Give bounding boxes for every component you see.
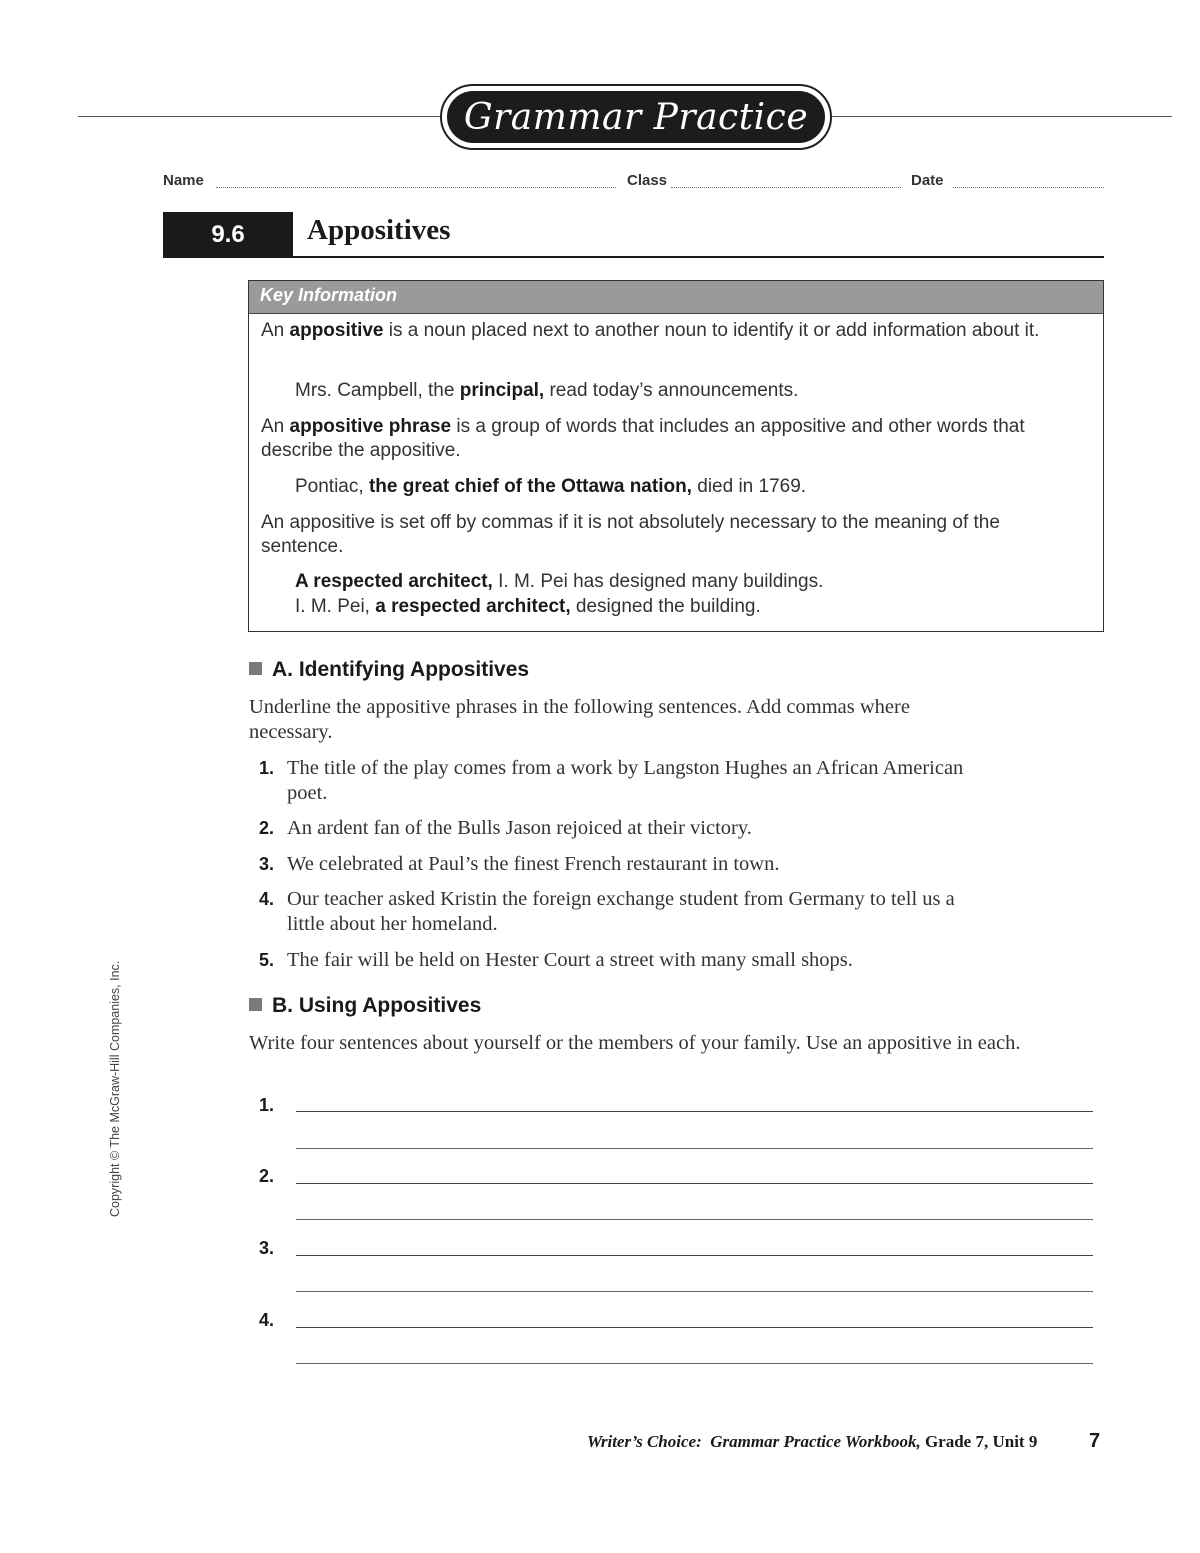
term-appositive-phrase: appositive phrase: [289, 416, 452, 437]
footer-series: Writer’s Choice:: [587, 1432, 702, 1451]
section-bullet-icon: [249, 998, 262, 1011]
answer-line[interactable]: [296, 1111, 1093, 1112]
item-number: 2.: [259, 818, 275, 838]
date-label: Date: [911, 172, 944, 189]
item-number: 1.: [259, 758, 275, 778]
example-appositive: A respected architect,: [295, 571, 493, 592]
text-run: An: [261, 416, 290, 437]
section-a-heading: [249, 658, 529, 682]
banner-title: Grammar Practice: [447, 91, 825, 143]
example-4: [295, 595, 1085, 619]
banner-rule-right: [830, 116, 1172, 117]
answer-line[interactable]: [296, 1219, 1093, 1220]
answer-line[interactable]: [296, 1291, 1093, 1292]
example-appositive: a respected architect,: [375, 596, 571, 617]
answer-number: 1.: [259, 1095, 275, 1115]
answer-line[interactable]: [296, 1183, 1093, 1184]
lesson-title: Appositives: [307, 214, 451, 246]
footer-book: Grammar Practice Workbook,: [710, 1432, 921, 1451]
key-information-heading: Key Information: [260, 285, 398, 305]
item-number: 5.: [259, 950, 275, 970]
example-1: [295, 379, 1085, 403]
exercise-sentence[interactable]: The fair will be held on Hester Court a street with many small shops.: [287, 949, 853, 971]
date-field[interactable]: [953, 187, 1104, 188]
answer-number: 3.: [259, 1238, 275, 1258]
page-number: 7: [1089, 1430, 1101, 1452]
term-appositive: appositive: [289, 320, 384, 341]
text-run: is a group of words that includes an appositive and other words that describe the appositive.: [261, 416, 1025, 461]
answer-line[interactable]: [296, 1327, 1093, 1328]
lesson-number: 9.6: [163, 212, 293, 257]
section-a-title: A. Identifying Appositives: [272, 658, 530, 681]
appositive-definition: [261, 319, 1091, 343]
exercise-sentence[interactable]: The title of the play comes from a work by Langston Hughes an African American poet.: [287, 757, 964, 804]
footer-citation: [587, 1432, 1037, 1452]
appositive-phrase-definition: [261, 415, 1091, 463]
key-information-header: [249, 281, 1103, 314]
answer-line[interactable]: [296, 1255, 1093, 1256]
answer-number: 2.: [259, 1166, 275, 1186]
key-information-box: [248, 280, 1104, 632]
text-run: An: [261, 320, 290, 341]
example-appositive: principal,: [459, 380, 545, 401]
comma-rule: An appositive is set off by commas if it is not absolutely necessary to the meaning of the sentence.: [261, 512, 1000, 557]
item-number: 3.: [259, 854, 275, 874]
name-field[interactable]: [216, 187, 616, 188]
text-run: read today’s announcements.: [544, 380, 799, 401]
text-run: is a noun placed next to another noun to identify it or add information about it.: [383, 320, 1040, 341]
answer-number: 4.: [259, 1310, 275, 1330]
item-number: 4.: [259, 889, 275, 909]
text-run: I. M. Pei,: [295, 596, 376, 617]
section-b-title: B. Using Appositives: [272, 994, 482, 1017]
text-run: designed the building.: [570, 596, 761, 617]
section-b-instructions: Write four sentences about yourself or the members of your family. Use an appositive in each.: [249, 1032, 1021, 1054]
example-2: [295, 475, 1085, 499]
text-run: Pontiac,: [295, 476, 369, 497]
section-bullet-icon: [249, 662, 262, 675]
class-field[interactable]: [671, 187, 901, 188]
exercise-sentence[interactable]: Our teacher asked Kristin the foreign exchange student from Germany to tell us a little about her homeland.: [287, 888, 955, 935]
lesson-rule: [163, 256, 1104, 258]
section-a-instructions: Underline the appositive phrases in the following sentences. Add commas where necessary.: [249, 696, 910, 743]
answer-line[interactable]: [296, 1363, 1093, 1364]
exercise-sentence[interactable]: An ardent fan of the Bulls Jason rejoiced at their victory.: [287, 817, 752, 839]
copyright-notice: Copyright © The McGraw-Hill Companies, Inc.: [108, 960, 122, 1217]
example-appositive: the great chief of the Ottawa nation,: [368, 476, 692, 497]
text-run: I. M. Pei has designed many buildings.: [492, 571, 824, 592]
answer-line[interactable]: [296, 1148, 1093, 1149]
name-label: Name: [163, 172, 204, 189]
page-banner: [440, 84, 832, 150]
class-label: Class: [627, 172, 668, 189]
text-run: died in 1769.: [691, 476, 807, 497]
section-b-heading: [249, 994, 481, 1018]
example-3: [295, 570, 1085, 594]
footer-detail: Grade 7, Unit 9: [920, 1432, 1038, 1451]
banner-rule-left: [78, 116, 442, 117]
text-run: Mrs. Campbell, the: [295, 380, 460, 401]
exercise-sentence[interactable]: We celebrated at Paul’s the finest French restaurant in town.: [287, 853, 780, 875]
